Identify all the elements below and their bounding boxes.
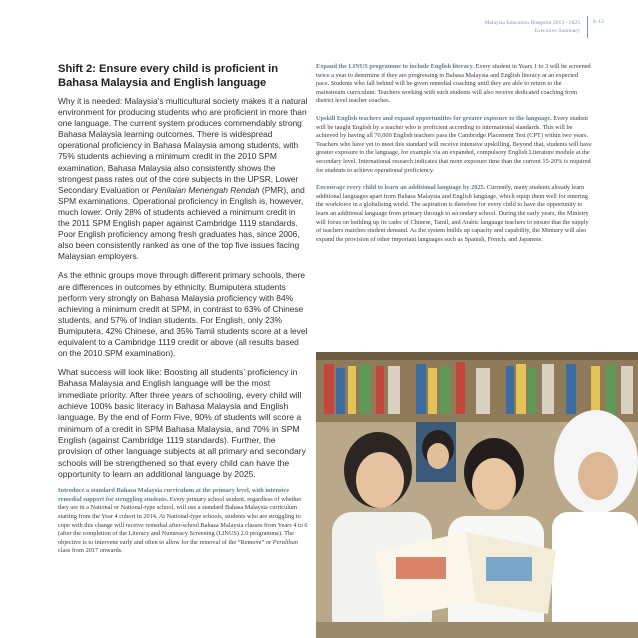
section-title: Shift 2: Ensure every child is proficient in Bahasa Malaysia and English language: [58, 63, 279, 89]
upskill-paragraph: Upskill English teachers and expand opportunities for greater exposure to the language. Every student will be taught English by a teacher who is proficient according to international standards. This will be achieved by having all 70,000 English teachers pass the Cambridge Placement Test (CPT) within two years. Teachers who have yet to meet this standard will receive intensive upskilling. Beyond that, students will have greater exposure to the language, for example via an expanded, compulsory English Literature module at the secondary level. International research indicates that more exposure time than the current 15-20% is required for students to achieve operational proficiency.: [316, 114, 592, 174]
students-reading-illustration: [316, 352, 638, 638]
ethnicity-paragraph: As the ethnic groups move through different primary schools, there are differences in outcomes by ethnicity. Bumiputera students perform very strongly on Bahasa Malaysia proficiency with 84% achieving a minimum credit at SPM, in contrast to 63% of Chinese students, and 57% of Indian students. For English, only 23% Bumiputera, 42% Chinese, and 35% Tamil students score at a level equivalent to a Cambridge 1119 credit or above (all results based on the 2010 SPM examination).: [58, 270, 308, 359]
page-number: E-12: [593, 19, 604, 25]
right-column: [316, 63, 592, 253]
header-title: Malaysia Education Blueprint 2013 - 2025: [484, 20, 580, 26]
why-needed-paragraph: Why it is needed: Malaysia’s multicultural society makes it a natural environment for producing students who are proficient in more than one language. The current system produces commendably strong Bahasa Malaysia learning outcomes. There is widespread operational proficiency in Bahasa Malaysia among students, with 75% students achieving a minimum credit in the 2010 SPM examination. Bahasa Malaysia also consistently shows the strongest pass rates out of the core subjects in the UPSR, Lower Secondary Evaluation or Penilaian Menengah Rendah (PMR), and SPM examinations. Operational proficiency in English is, however, much lower. Only 28% of students achieved a minimum credit in the 2011 SPM English paper against Cambridge 1119 standards. Poor English proficiency among fresh graduates has, since 2006, also been consistently ranked as one of the top five issues facing Malaysian employers.: [58, 96, 308, 262]
success-paragraph: What success will look like: Boosting all students’ proficiency in Bahasa Malaysia and English language will be the most immediate priority. After three years of schooling, every child will achieve 100% basic literacy in Bahasa Malaysia and English language. By the end of Form Five, 90% of students will score a minimum of a credit in SPM Bahasa Malaysia, and 70% in SPM English (against Cambridge 1119 standards). Further, the provision of other language subjects at all primary and secondary schools will be strengthened so that every child can have the opportunity to learn an additional language by 2025.: [58, 367, 306, 479]
classroom-photo: [316, 352, 638, 638]
header-divider: [587, 16, 588, 38]
header-subtitle: Executive Summary: [534, 28, 580, 34]
additional-language-paragraph: Encourage every child to learn an additional language by 2025. Currently, many students already learn additional languages apart from Bahasa Malaysia and English language, which equip them well for entering the workforce in a globalising world. The aspiration is therefore for every child to have the opportunity to learn an additional language from primary through to secondary school. During the early years, the Ministry will focus on building up its cadre of Chinese, Tamil, and Arabic language teachers to ensure that the supply of teachers matches student demand. As the system builds up capacity and capability, the Ministry will also expand the provision of other important languages such as Spanish, French, and Japanese.: [316, 184, 589, 243]
curriculum-paragraph: Introduce a standard Bahasa Malaysia curriculum at the primary level, with intensive remedial support for struggling students. Every primary school student, regardless of whether they are in a National or National-type school, will use a standard Bahasa Malaysia curriculum starting from the Year 4 cohort in 2014. At National-type schools, students who are struggling to cope with this change will receive remedial after-school Bahasa Malaysia classes from Years 4 to 6 (after the completion of the Literacy and Numeracy Screening (LINUS) 2.0 programme). The objective is to intervene early and often to allow for the removal of the “Remove” or Peralihan class from 2017 onwards.: [58, 487, 308, 555]
left-column: [58, 63, 308, 556]
running-header: [484, 19, 580, 35]
linus-paragraph: Expand the LINUS programme to include English literacy. Every student in Years 1 to 3 will be screened twice a year to determine if they are progressing in Bahasa Malaysia and English literacy at an expected pace. Students who fall behind will be given remedial coaching until they are able to return to the mainstream curriculum. Teachers working with such students will also receive dedicated coaching from district level teacher coaches.: [316, 63, 591, 105]
